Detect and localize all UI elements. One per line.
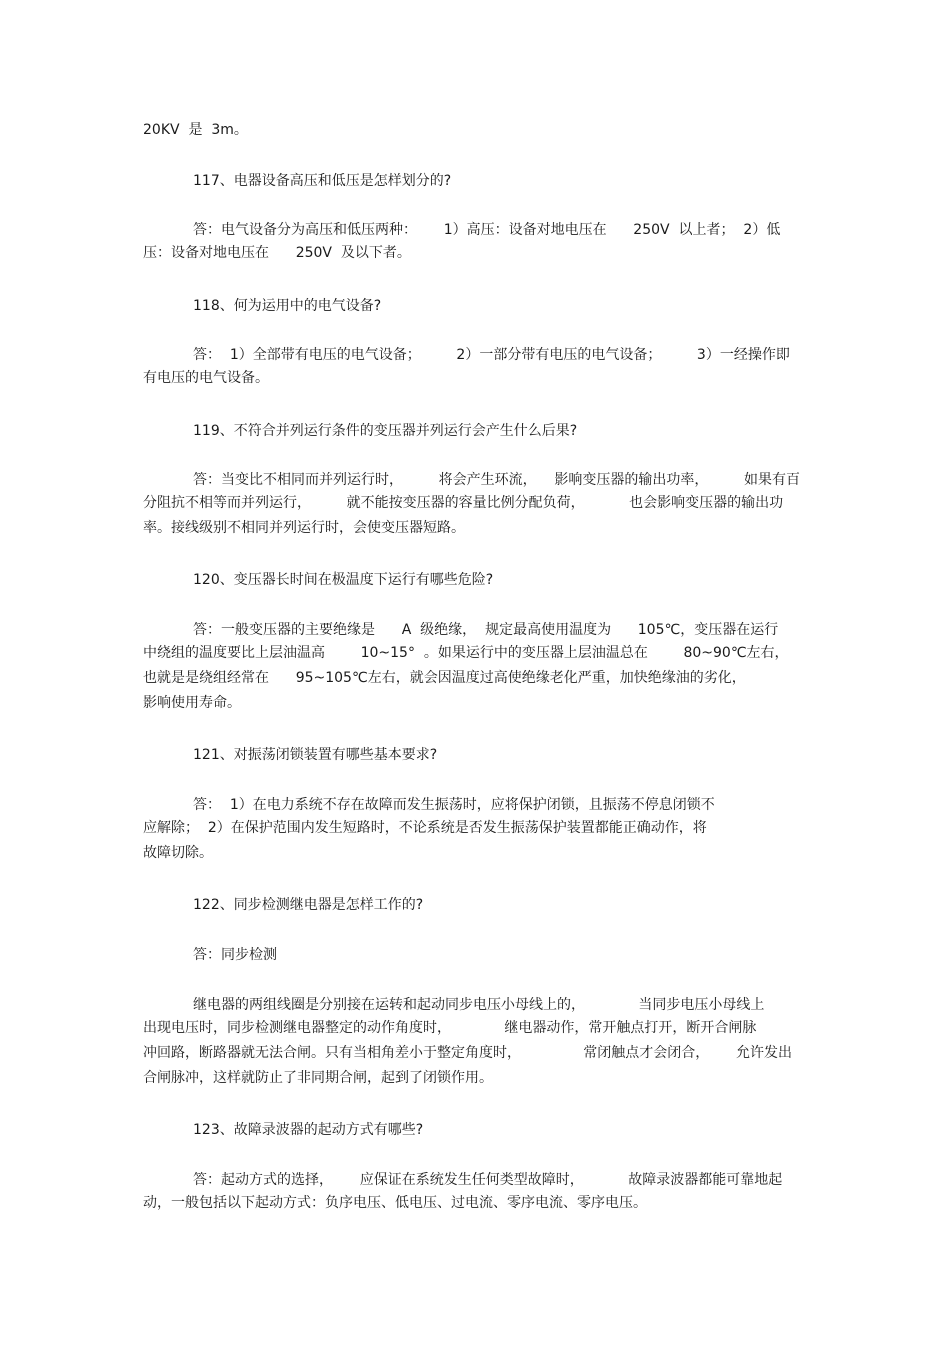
answer-line: 分阻抗不相等而并列运行， 就不能按变压器的容量比例分配负荷， 也会影响变压器的输出功 xyxy=(143,495,784,511)
question-117: 117、电器设备高压和低压是怎样划分的? xyxy=(193,173,452,189)
answer-line: 中绕组的温度要比上层油温高 10~15° 。如果运行中的变压器上层油温总在 80~90℃左右， xyxy=(143,645,789,661)
answer-line: 答：电气设备分为高压和低压两种： 1）高压：设备对地电压在 250V 以上者； 2）低 xyxy=(193,222,781,238)
answer-line: 故障切除。 xyxy=(143,845,213,861)
answer-line: 有电压的电气设备。 xyxy=(143,370,269,386)
answer-line: 合闸脉冲，这样就防止了非同期合闸，起到了闭锁作用。 xyxy=(143,1070,493,1086)
question-123: 123、故障录波器的起动方式有哪些? xyxy=(193,1122,424,1138)
question-121: 121、对振荡闭锁装置有哪些基本要求? xyxy=(193,747,438,763)
answer-line: 压：设备对地电压在 250V 及以下者。 xyxy=(143,245,411,261)
answer-line: 答：当变比不相同而并列运行时， 将会产生环流， 影响变压器的输出功率， 如果有百 xyxy=(193,472,801,488)
question-119: 119、不符合并列运行条件的变压器并列运行会产生什么后果? xyxy=(193,423,578,439)
answer-line: 也就是是绕组经常在 95~105℃左右，就会因温度过高使绝缘老化严重，加快绝缘油的劣化， xyxy=(143,670,746,686)
answer-line: 继电器的两组线圈是分别接在运转和起动同步电压小母线上的， 当同步电压小母线上 xyxy=(193,997,765,1013)
answer-line: 答：一般变压器的主要绝缘是 A 级绝缘， 规定最高使用温度为 105℃，变压器在运行 xyxy=(193,622,779,638)
answer-line: 答： 1）在电力系统不存在故障而发生振荡时，应将保护闭锁，且振荡不停息闭锁不 xyxy=(193,797,715,813)
text-line: 20KV 是 3m。 xyxy=(143,122,248,138)
answer-line: 答：同步检测 xyxy=(193,947,277,963)
question-118: 118、何为运用中的电气设备? xyxy=(193,298,382,314)
question-120: 120、变压器长时间在极温度下运行有哪些危险? xyxy=(193,572,494,588)
answer-line: 应解除； 2）在保护范围内发生短路时，不论系统是否发生振荡保护装置都能正确动作，将 xyxy=(143,820,707,836)
answer-line: 答： 1）全部带有电压的电气设备； 2）一部分带有电压的电气设备； 3）一经操作即 xyxy=(193,347,790,363)
question-122: 122、同步检测继电器是怎样工作的? xyxy=(193,897,424,913)
answer-line: 冲回路，断路器就无法合闸。只有当相角差小于整定角度时， 常闭触点才会闭合， 允许发出 xyxy=(143,1045,793,1061)
answer-line: 影响使用寿命。 xyxy=(143,695,241,711)
answer-line: 率。接线级别不相同并列运行时，会使变压器短路。 xyxy=(143,520,465,536)
answer-line: 答：起动方式的选择， 应保证在系统发生任何类型故障时， 故障录波器都能可靠地起 xyxy=(193,1172,783,1188)
answer-line: 动，一般包括以下起动方式：负序电压、低电压、过电流、零序电流、零序电压。 xyxy=(143,1195,647,1211)
answer-line: 出现电压时，同步检测继电器整定的动作角度时， 继电器动作，常开触点打开，断开合闸脉 xyxy=(143,1020,757,1036)
